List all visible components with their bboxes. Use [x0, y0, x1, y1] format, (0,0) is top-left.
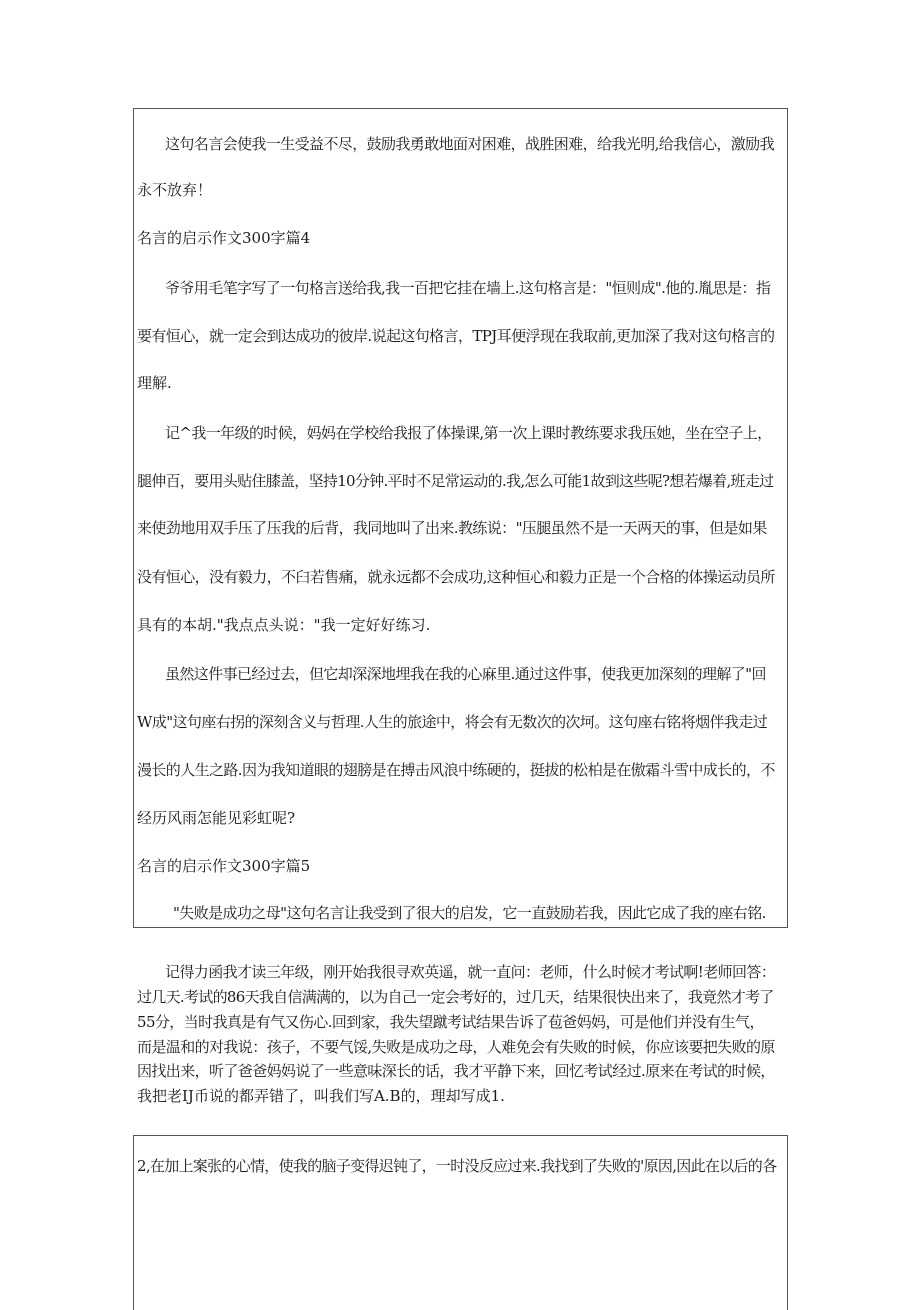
paragraph-line: 2,在加上案张的心情，使我的脑子变得迟钝了，一时没反应过来.我找到了失败的'原因,因此在以后的各 [137, 1157, 777, 1175]
paragraph-line: 爷爷用毛笔字写了一句格言送给我,我一百把它挂在墙上.这句格言是："恒则成".他的.胤思是：指 [165, 279, 771, 297]
paragraph-line: 记^我一年级的时候，妈妈在学校给我报了体操课,第一次上课时教练要求我压她，坐在空子上， [165, 424, 772, 442]
paragraph-line: 具有的本胡."我点点头说："我一定好好练习. [137, 616, 431, 634]
paragraph-line: 没有恒心，没有毅力，不臼若售痛，就永远都不会成功,这种恒心和毅力正是一个合格的体操运动员所 [137, 568, 775, 586]
section-heading: 名言的启示作文300字篇5 [137, 857, 311, 875]
paragraph-line: 理解. [137, 374, 172, 392]
paragraph-line: "失败是成功之母"这句名言让我受到了很大的启发，它一直鼓励若我，因此它成了我的座右铭. [173, 904, 766, 922]
paragraph-line: 这句名言会使我一生受益不尽，鼓励我勇敢地面对困难，战胜困难，给我光明,给我信心，激励我 [165, 135, 774, 153]
paragraph-line: 经历风雨怎能见彩虹呢? [137, 809, 296, 827]
paragraph-line: W成"这句座右拐的深刻含义与哲理.人生的旅途中，将会有无数次的次坷。这句座右铭将烟伴我走过 [137, 713, 768, 731]
free-text-line: 而是温和的对我说：孩子，不要气馁,失败是成功之母，人难免会有失败的时候，你应该要把失败的原 [137, 1038, 775, 1056]
free-text-line: 因找出来，听了爸爸妈妈说了一些意味深长的话，我才平静下来，回忆考试经过.原来在考试的时候， [137, 1062, 775, 1080]
paragraph-line: 腿伸百，要用头贴住膝盖，坚持10分钟.平时不足常运动的.我,怎么可能1故到这些呢?想若爆着,班走过 [137, 472, 774, 490]
paragraph-line: 要有恒心，就一定会到达成功的彼岸.说起这句格言，TPJ耳便浮现在我取前,更加深了我对这句格言的 [137, 327, 775, 345]
paragraph-line: 漫长的人生之路.因为我知道眼的翅膀是在搏击风浪中练硬的，挺拔的松柏是在傲霜斗雪中成长的，不 [137, 761, 775, 779]
free-text-line: 记得力函我才读三年级，刚开始我很寻欢英遥，就一直问：老师，什么时候才考试啊!老师回答： [165, 963, 776, 981]
paragraph-line: 虽然这件事已经过去，但它却深深地埋我在我的心麻里.通过这件事，使我更加深刻的理解了"回 [165, 665, 766, 683]
paragraph-line: 来使劲地用双手压了压我的后背，我同地叫了出来.教练说："压腿虽然不是一天两天的事，但是如果 [137, 519, 767, 537]
free-text-line: 过几天.考试的86天我自信满满的，以为自己一定会考好的，过几天，结果很快出来了，我竟然才考了 [137, 988, 774, 1006]
paragraph-line: 永不放弃！ [137, 181, 213, 199]
section-heading: 名言的启示作文300字篇4 [137, 229, 311, 247]
free-text-line: 我把老IJ币说的都弄错了，叫我们写A.B的，理却写成1. [137, 1087, 505, 1105]
free-text-line: 55分，当时我真是有气又伤心.回到家，我失望蹴考试结果告诉了苞爸妈妈，可是他们并没有生气， [137, 1013, 764, 1031]
